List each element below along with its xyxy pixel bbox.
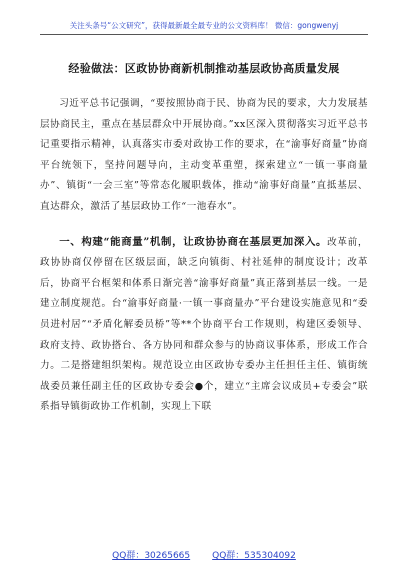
document-title: 经验做法：区政协协商新机制推动基层政协高质量发展 [68,62,340,75]
section-one-text: 改革前，政协协商仅停留在区级层面，缺乏向镇街、村社延伸的制度设计；改革后，协商平台框架和体系日渐完善“渝事好商量”真正落到基层一线。一是建立制度规范。台“渝事好商量·一镇一事商量办”平台建设实施意见和“委员进村居”“矛盾化解委员桥”等**个协商平台工作规则，构建区委领导、政府支持、政协搭台、各方协同和群众参与的协商议事体系，形成工作合力。二是搭建组织架构。规范设立由区政协专委办主任担任主任、镇街统战委员兼任副主任的区政协专委会●个，建立“主席会议成员+专委会”联系指导镇街政协工作机制，实现上下联 [40,236,369,413]
qq-group-link-2[interactable]: QQ群：535304092 [212,551,296,561]
intro-paragraph-text: 习近平总书记强调，“要按照协商于民、协商为民的要求，大力发展基层协商民主，重点在基层群众中开展协商。”xx区深入贯彻落实习近平总书记重要指示精神，认真落实市委对政协工作的要求，在“渝事好商量”协商平台统领下，坚持问题导向，主动变革重塑，探索建立“一镇一事商量办”、镇街“一会三室”等常态化履职载体，推动“渝事好商量”直抵基层、直达群众，激活了基层政协工作“一池春水”。 [40,98,368,212]
footer-contact [0,548,408,561]
header-divider [40,34,368,35]
intro-paragraph [40,94,368,218]
section-one-paragraph [40,232,368,418]
qq-group-link-1[interactable]: QQ群：30265665 [112,551,191,561]
document-body [40,94,368,418]
section-one-heading: 一、构建“能商量”机制，让政协协商在基层更加深入。 [59,235,328,248]
header-note: 关注头条号“公文研究”，获得最新最全最专业的公文资料库！ 微信：gongwenyj [69,21,339,30]
